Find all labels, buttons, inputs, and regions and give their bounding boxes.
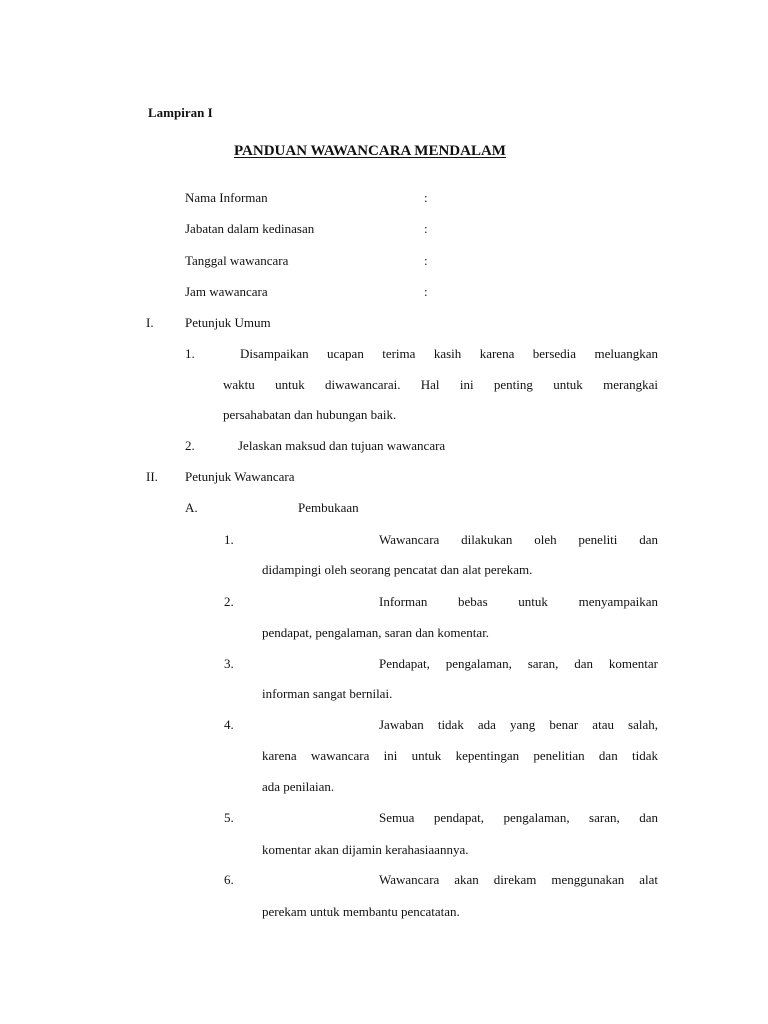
field-label-jabatan: Jabatan dalam kedinasan bbox=[185, 221, 315, 236]
section-heading: Petunjuk Wawancara bbox=[185, 469, 295, 484]
field-label-tanggal: Tanggal wawancara bbox=[185, 253, 289, 268]
list-item-number: 1. bbox=[185, 346, 195, 361]
list-item-line: Semua pendapat, pengalaman, saran, dan bbox=[379, 810, 658, 825]
field-colon: : bbox=[424, 190, 428, 205]
appendix-label: Lampiran I bbox=[148, 105, 213, 120]
list-item-line: karena wawancara ini untuk kepentingan penelitian dan tidak bbox=[262, 748, 658, 763]
list-item-line: Informan bebas untuk menyampaikan bbox=[379, 594, 658, 609]
field-colon: : bbox=[424, 221, 428, 236]
field-colon: : bbox=[424, 284, 428, 299]
list-item-number: 2. bbox=[224, 594, 234, 609]
list-item-line: Pendapat, pengalaman, saran, dan komentar bbox=[379, 656, 658, 671]
list-item-line: perekam untuk membantu pencatatan. bbox=[262, 904, 460, 919]
list-item-line: persahabatan dan hubungan baik. bbox=[223, 407, 397, 422]
list-item-line: Jawaban tidak ada yang benar atau salah, bbox=[379, 717, 658, 732]
list-item-line: komentar akan dijamin kerahasiaannya. bbox=[262, 842, 469, 857]
field-label-jam: Jam wawancara bbox=[185, 284, 268, 299]
field-label-nama-informan: Nama Informan bbox=[185, 190, 268, 205]
field-colon: : bbox=[424, 253, 428, 268]
list-item-number: 1. bbox=[224, 532, 234, 547]
list-item-number: 6. bbox=[224, 872, 234, 887]
section-numeral: I. bbox=[146, 315, 154, 330]
list-item-line: informan sangat bernilai. bbox=[262, 686, 393, 701]
list-item-line: Wawancara akan direkam menggunakan alat bbox=[379, 872, 658, 887]
section-numeral: II. bbox=[146, 469, 158, 484]
document-title: PANDUAN WAWANCARA MENDALAM bbox=[234, 143, 506, 159]
list-item-line: Disampaikan ucapan terima kasih karena bersedia meluangkan bbox=[240, 346, 658, 361]
list-item-line: pendapat, pengalaman, saran dan komentar. bbox=[262, 625, 490, 640]
list-item-number: 4. bbox=[224, 717, 234, 732]
list-item-number: 3. bbox=[224, 656, 234, 671]
list-item-number: 2. bbox=[185, 438, 195, 453]
list-item-line: waktu untuk diwawancarai. Hal ini penting untuk merangkai bbox=[223, 377, 658, 392]
section-heading: Petunjuk Umum bbox=[185, 315, 271, 330]
list-item-number: 5. bbox=[224, 810, 234, 825]
list-item-line: Jelaskan maksud dan tujuan wawancara bbox=[238, 438, 446, 453]
list-item-line: didampingi oleh seorang pencatat dan alat perekam. bbox=[262, 562, 533, 577]
subsection-letter: A. bbox=[185, 500, 198, 515]
list-item-line: ada penilaian. bbox=[262, 779, 335, 794]
list-item-line: Wawancara dilakukan oleh peneliti dan bbox=[379, 532, 658, 547]
subsection-heading: Pembukaan bbox=[298, 500, 359, 515]
